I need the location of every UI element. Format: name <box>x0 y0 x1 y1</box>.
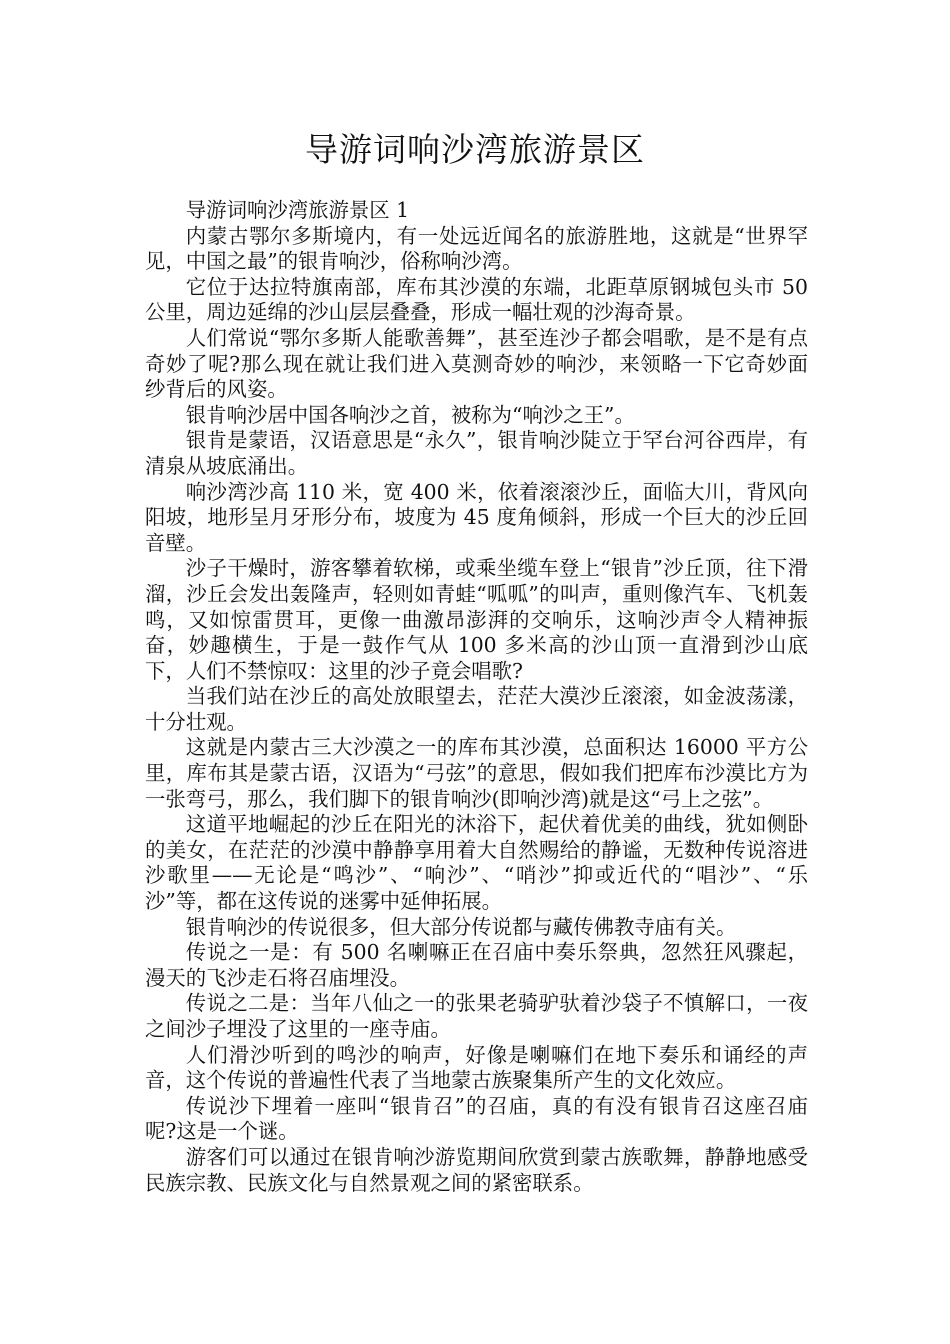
paragraph: 人们滑沙听到的鸣沙的响声，好像是喇嘛们在地下奏乐和诵经的声音，这个传说的普遍性代表了当地蒙古族聚集所产生的文化效应。 <box>145 1042 808 1093</box>
paragraph: 游客们可以通过在银肯响沙游览期间欣赏到蒙古族歌舞，静静地感受民族宗教、民族文化与自然景观之间的紧密联系。 <box>145 1144 808 1195</box>
paragraph: 传说沙下埋着一座叫“银肯召”的召庙，真的有没有银肯召这座召庙呢?这是一个谜。 <box>145 1093 808 1144</box>
paragraph: 响沙湾沙高 110 米，宽 400 米，依着滚滚沙丘，面临大川，背风向阳坡，地形呈月牙形分布，坡度为 45 度角倾斜，形成一个巨大的沙丘回音壁。 <box>145 479 808 555</box>
paragraph: 传说之二是：当年八仙之一的张果老骑驴驮着沙袋子不慎解口，一夜之间沙子埋没了这里的一座寺庙。 <box>145 991 808 1041</box>
paragraph: 银肯响沙居中国各响沙之首，被称为“响沙之王”。 <box>185 402 635 427</box>
paragraph: 这道平地崛起的沙丘在阳光的沐浴下，起伏着优美的曲线，犹如侧卧的美女，在茫茫的沙漠中静静享用着大自然赐给的静谧，无数种传说溶进沙歌里——无论是“鸣沙”、“响沙”、“哨沙”抑或近代的“唱沙”、“乐沙”等，都在这传说的迷雾中延伸拓展。 <box>145 812 808 914</box>
paragraph: 它位于达拉特旗南部，库布其沙漠的东端，北距草原钢城包头市 50 公里，周边延绵的沙山层层叠叠，形成一幅壮观的沙海奇景。 <box>145 274 808 325</box>
paragraph: 当我们站在沙丘的高处放眼望去，茫茫大漠沙丘滚滚，如金波荡漾，十分壮观。 <box>145 684 808 734</box>
paragraph: 传说之一是：有 500 名喇嘛正在召庙中奏乐祭典，忽然狂风骤起，漫天的飞沙走石将召庙埋没。 <box>145 940 808 990</box>
paragraph: 银肯响沙的传说很多，但大部分传说都与藏传佛教寺庙有关。 <box>185 914 737 939</box>
paragraph: 银肯是蒙语，汉语意思是“永久”，银肯响沙陡立于罕台河谷西岸，有清泉从坡底涌出。 <box>145 428 808 478</box>
document-body <box>145 198 808 1196</box>
paragraph: 这就是内蒙古三大沙漠之一的库布其沙漠，总面积达 16000 平方公里，库布其是蒙古语，汉语为“弓弦”的意思，假如我们把库布沙漠比方为一张弯弓，那么，我们脚下的银肯响沙(即响沙湾)就是这“弓上之弦”。 <box>145 735 808 811</box>
paragraph: 内蒙古鄂尔多斯境内，有一处远近闻名的旅游胜地，这就是“世界罕见，中国之最”的银肯响沙，俗称响沙湾。 <box>145 223 808 274</box>
paragraph: 沙子干燥时，游客攀着软梯，或乘坐缆车登上“银肯”沙丘顶，往下滑溜，沙丘会发出轰隆声，轻则如青蛙“呱呱”的叫声，重则像汽车、飞机轰鸣，又如惊雷贯耳，更像一曲激昂澎湃的交响乐，这响沙声令人精神振奋，妙趣横生，于是一鼓作气从 100 多米高的沙山顶一直滑到沙山底下，人们不禁惊叹：这里的沙子竟会唱歌? <box>145 556 808 683</box>
paragraph: 导游词响沙湾旅游景区 1 <box>185 198 410 222</box>
paragraph: 人们常说“鄂尔多斯人能歌善舞”，甚至连沙子都会唱歌，是不是有点奇妙了呢?那么现在就让我们进入莫测奇妙的响沙，来领略一下它奇妙面纱背后的风姿。 <box>145 325 808 402</box>
document-title: 导游词响沙湾旅游景区 <box>305 130 645 169</box>
